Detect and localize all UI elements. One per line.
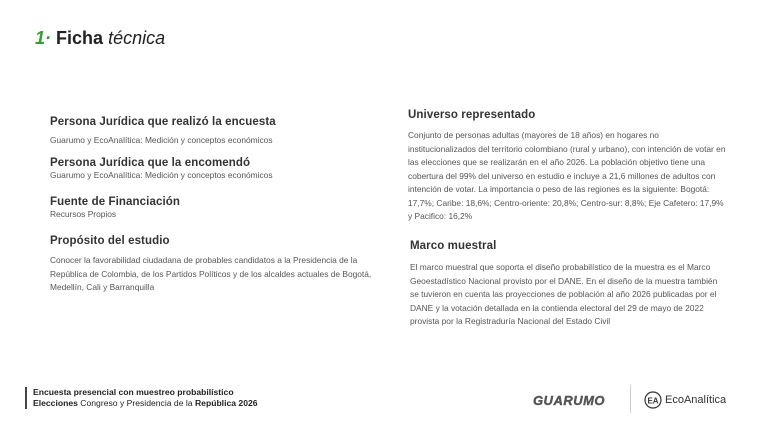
logo-divider	[630, 385, 631, 413]
heading-marco: Marco muestral	[410, 240, 497, 252]
svg-text:GUARUMO: GUARUMO	[532, 393, 606, 408]
title-bold: Ficha	[56, 28, 104, 48]
page-title	[35, 28, 165, 49]
footer-divider	[25, 387, 27, 409]
text-marco: El marco muestral que soporta el diseño probabilístico de la muestra es el Marco Geoestadístico Nacional provisto por el DANE. En el diseño de la muestra también se tuvieron en cuenta las proyecciones de población al año 2026 publicadas por el DANE y la votación detallada en la contienda electoral del 29 de mayo de 2022 provista por la Registraduría Nacional del Estado Civil	[410, 262, 718, 326]
heading-financiacion: Fuente de Financiación	[50, 196, 180, 208]
block-financiacion	[50, 196, 390, 220]
text-realizo: Guarumo y EcoAnalítica: Medición y conceptos económicos	[50, 135, 273, 145]
ecoanalitica-logo	[644, 390, 726, 410]
text-encomendo: Guarumo y EcoAnalítica: Medición y conceptos económicos	[50, 170, 273, 180]
block-realizo	[50, 116, 390, 148]
heading-proposito: Propósito del estudio	[50, 235, 170, 247]
text-proposito: Conocer la favorabilidad ciudadana de probables candidatos a la Presidencia de la República de Colombia, de los Partidos Políticos y de los alcaldes actuales de Bogotá, Medellín, Cali y Barranquilla	[50, 255, 372, 292]
block-encomendo	[50, 157, 390, 181]
guarumo-logo	[522, 392, 616, 408]
title-italic: técnica	[108, 28, 166, 48]
text-financiacion: Recursos Propios	[50, 209, 117, 219]
block-universo	[408, 109, 728, 224]
footer-caption	[33, 387, 258, 409]
ecoanalitica-icon	[644, 391, 662, 409]
svg-text:EA: EA	[647, 396, 659, 406]
section-number: 1·	[35, 28, 52, 48]
heading-encomendo: Persona Jurídica que la encomendó	[50, 157, 251, 169]
block-proposito	[50, 235, 380, 295]
text-universo: Conjunto de personas adultas (mayores de 18 años) en hogares no institucionalizados del territorio colombiano (rural y urbano), con intención de votar en las elecciones que se realizarán en el año 2026. La población objetivo tiene una cobertura del 99% del universo en estudio e incluye a 21,6 millones de adultos con intención de votar. La importancia o peso de las regiones es la siguiente: Bogotá: 17,7%; Caribe: 18,6%; Centro-oriente: 20,8%; Centro-sur: 8,8%; Eje Cafetero: 17,9% y Pacifico: 16,2%	[408, 130, 726, 221]
ecoanalitica-wordmark: EcoAnalítica	[665, 394, 727, 406]
footer-line1: Encuesta presencial con muestreo probabilístico	[33, 387, 234, 397]
heading-realizo: Persona Jurídica que realizó la encuesta	[50, 116, 276, 128]
footer-line2: Elecciones Congreso y Presidencia de la República 2026	[33, 398, 258, 408]
heading-universo: Universo representado	[408, 109, 536, 121]
block-marco	[410, 240, 728, 329]
